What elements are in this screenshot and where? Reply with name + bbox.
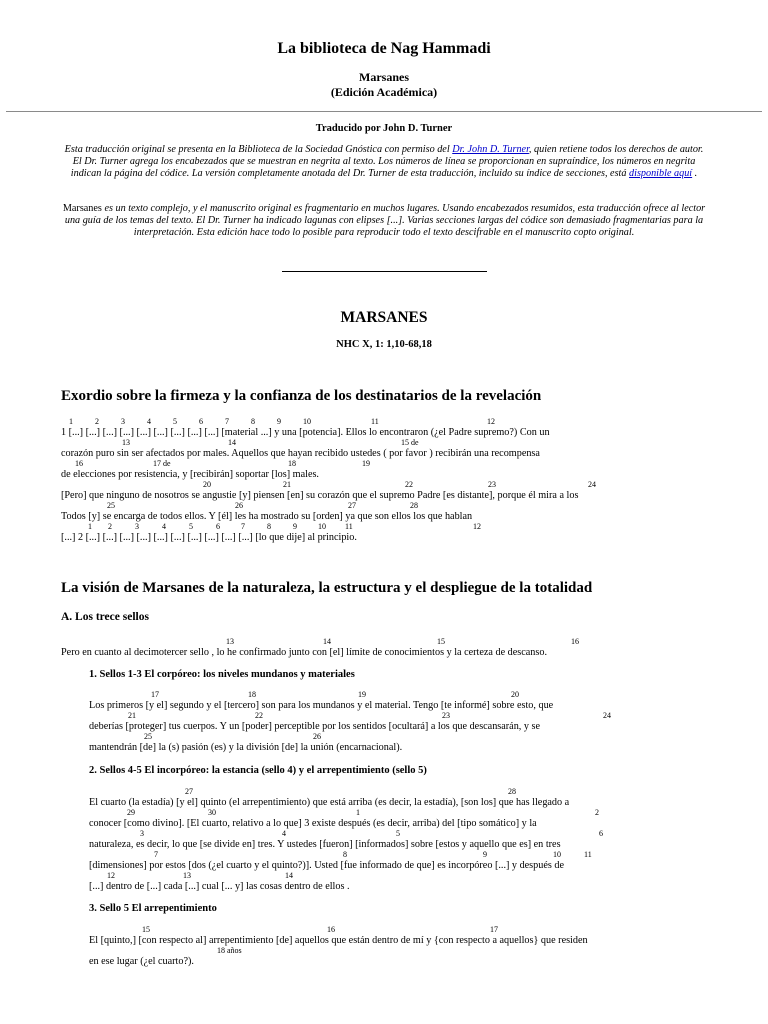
line-number: 29 <box>127 808 135 817</box>
intro-text: Esta traducción original se presenta en la Biblioteca de la Sociedad Gnóstica con permiso del <box>64 144 453 155</box>
text-line: en ese lugar (¿el cuarto?). <box>89 956 194 967</box>
text-line: deberías [proteger] tus cuerpos. Y un [poder] perceptible por los sentidos [ocultará] a los que descansarán, y se <box>89 721 541 732</box>
line-number: 7 <box>225 417 229 426</box>
line-number: 4 <box>147 417 151 426</box>
top-divider <box>6 111 762 112</box>
line-number: 2 <box>595 808 599 817</box>
text-line: Pero en cuanto al decimotercer sello , lo he confirmado junto con [el] límite de conocimientos y la certeza de descanso. <box>61 647 547 658</box>
line-number: 28 <box>508 787 516 796</box>
codex-reference: NHC X, 1: 1,10-68,18 <box>336 339 432 350</box>
text-line: 1 [...] [...] [...] [...] [...] [...] [...] [...] [...] [material ...] y una [potencia]. Ellos lo encontraron (¿el Padre supremo?) Con un <box>61 427 550 438</box>
line-number: 14 <box>228 438 236 447</box>
line-number: 21 <box>283 480 291 489</box>
line-number: 2 <box>95 417 99 426</box>
line-number: 28 <box>410 501 418 510</box>
document-title-main: Marsanes <box>359 70 409 84</box>
line-number: 12 <box>487 417 495 426</box>
line-number: 20 <box>511 690 519 699</box>
line-number: 30 <box>208 808 216 817</box>
line-number: 27 <box>348 501 356 510</box>
line-number: 22 <box>405 480 413 489</box>
line-number: 25 <box>107 501 115 510</box>
intro-text: es un texto complejo, y el manuscrito original es fragmentario en muchos lugares. Usando encabezados resumidos, esta traducción ofrece al lector una guía de los temas del texto. El Dr. Turner ha indicado lagunas con elipses [...]. Varias secciones largas del códice son demasiado fragmentarias para la interpretación. Esta edición hace todo lo posible para reproducir todo el texto descifrable en el manuscrito copto original. <box>64 203 706 238</box>
line-number: 23 <box>488 480 496 489</box>
line-number: 15 <box>437 637 445 646</box>
line-number: 11 <box>345 522 353 531</box>
line-number: 22 <box>255 711 263 720</box>
line-number: 25 <box>144 732 152 741</box>
line-number: 14 <box>323 637 331 646</box>
turner-link[interactable]: Dr. John D. Turner <box>452 144 529 155</box>
line-number: 23 <box>442 711 450 720</box>
line-number: 10 <box>553 850 561 859</box>
line-number: 15 de <box>401 438 419 447</box>
line-number: 1 <box>69 417 73 426</box>
site-title: La biblioteca de Nag Hammadi <box>277 40 491 57</box>
line-number: 13 <box>122 438 130 447</box>
text-line: Los primeros [y el] segundo y el [tercero] son para los mundanos y el material. Tengo [te informé] sobre esto, que <box>89 700 554 711</box>
subsection-heading-seals: A. Los trece sellos <box>61 611 149 623</box>
line-number: 26 <box>313 732 321 741</box>
subsubsection-heading-seal-5: 3. Sello 5 El arrepentimiento <box>89 903 217 914</box>
text-line: El cuarto (la estadía) [y el] quinto (el arrepentimiento) que está arriba (es decir, la estadía), [son los] que has llegado a <box>89 797 570 808</box>
line-number: 17 <box>151 690 159 699</box>
line-number: 5 <box>189 522 193 531</box>
line-number: 9 <box>293 522 297 531</box>
line-number: 17 de <box>153 459 171 468</box>
line-number: 4 <box>282 829 286 838</box>
text-line: [dimensiones] por estos [dos (¿el cuarto y el quinto?)]. Usted [fue informado de que] es incorpóreo [...] y después de <box>89 860 564 871</box>
text-line: [Pero] que ninguno de nosotros se angustie [y] piensen [en] su corazón que el supremo Padre [es distante], porque él mira a los <box>61 490 579 501</box>
line-number: 19 <box>362 459 370 468</box>
line-number: 26 <box>235 501 243 510</box>
line-number: 4 <box>162 522 166 531</box>
line-number: 15 <box>142 925 150 934</box>
line-number: 6 <box>199 417 203 426</box>
line-number: 1 <box>356 808 360 817</box>
line-number: 6 <box>216 522 220 531</box>
line-number: 8 <box>251 417 255 426</box>
line-number: 8 <box>267 522 271 531</box>
line-number: 8 <box>343 850 347 859</box>
text-line: mantendrán [de] la (s) pasión (es) y la división [de] la unión (encarnacional). <box>89 742 403 753</box>
line-number: 17 <box>490 925 498 934</box>
line-number: 10 <box>318 522 326 531</box>
text-line: [...] 2 [...] [...] [...] [...] [...] [...] [...] [...] [...] [...] [lo que dije] al principio. <box>61 532 357 543</box>
line-number: 3 <box>121 417 125 426</box>
line-number: 5 <box>396 829 400 838</box>
line-number: 18 años <box>217 946 242 955</box>
section-divider <box>282 271 487 272</box>
line-number: 18 <box>248 690 256 699</box>
intro-text: , quien retiene todos los derechos de autor. El Dr. Turner agrega los encabezados que se muestran en negrita al texto. Los números de línea se proporcionan en supraíndice, los números en negrita indican la página del códice. La versión completamente anotada del Dr. Turner de esta traducción, incluido su índice de secciones, está <box>70 144 704 179</box>
line-number: 19 <box>358 690 366 699</box>
line-number: 16 <box>571 637 579 646</box>
line-number: 20 <box>203 480 211 489</box>
line-number: 27 <box>185 787 193 796</box>
line-number: 10 <box>303 417 311 426</box>
text-line: [...] dentro de [...] cada [...] cual [... y] las cosas dentro de ellos . <box>89 881 350 892</box>
text-line: Todos [y] se encarga de todos ellos. Y [él] les ha mostrado su [orden] ya que son ellos los que hablan <box>61 511 473 522</box>
line-number: 21 <box>128 711 136 720</box>
text-line: naturaleza, es decir, lo que [se divide en] tres. Y ustedes [fueron] [informados] sobre [estos y aquello que es] en tres <box>89 839 561 850</box>
line-number: 11 <box>371 417 379 426</box>
line-number: 6 <box>599 829 603 838</box>
line-number: 13 <box>226 637 234 646</box>
line-number: 24 <box>603 711 611 720</box>
line-number: 9 <box>277 417 281 426</box>
intro-paragraph-description <box>60 203 708 239</box>
intro-paragraph-permission <box>60 144 708 180</box>
line-number: 16 <box>75 459 83 468</box>
line-number: 16 <box>327 925 335 934</box>
text-line: El [quinto,] [con respecto al] arrepentimiento [de] aquellos que están dentro de mí y {con respecto a aquellos} que residen <box>89 935 588 946</box>
line-number: 7 <box>241 522 245 531</box>
annotated-version-link[interactable]: disponible aquí <box>629 168 693 179</box>
intro-work-name: Marsanes <box>62 203 102 214</box>
subsubsection-heading-seals-4-5: 2. Sellos 4-5 El incorpóreo: la estancia (sello 4) y el arrepentimiento (sello 5) <box>89 765 427 776</box>
line-number: 5 <box>173 417 177 426</box>
intro-text: . <box>692 168 698 179</box>
line-number: 13 <box>183 871 191 880</box>
translator-credit: Traducido por John D. Turner <box>315 123 453 134</box>
text-line: de elecciones por resistencia, y [recibirán] soportar [los] males. <box>61 469 319 480</box>
text-line: corazón puro sin ser afectados por males. Aquellos que hayan recibido ustedes ( por favor ) recibirán una recompensa <box>61 448 540 459</box>
line-number: 12 <box>473 522 481 531</box>
section-heading-exordium: Exordio sobre la firmeza y la confianza de los destinatarios de la revelación <box>61 388 542 404</box>
line-number: 1 <box>88 522 92 531</box>
document-title <box>0 70 768 100</box>
line-number: 24 <box>588 480 596 489</box>
document-title-edition: (Edición Académica) <box>330 85 438 99</box>
line-number: 9 <box>483 850 487 859</box>
line-number: 2 <box>108 522 112 531</box>
line-number: 11 <box>584 850 592 859</box>
main-title: MARSANES <box>340 309 428 326</box>
line-number: 14 <box>285 871 293 880</box>
line-number: 12 <box>107 871 115 880</box>
text-line: conocer [como divino]. [El cuarto, relativo a lo que] 3 existe después (es decir, arriba) del [tipo somático] y la <box>89 818 537 829</box>
line-number: 18 <box>288 459 296 468</box>
line-number: 3 <box>140 829 144 838</box>
line-number: 3 <box>135 522 139 531</box>
subsubsection-heading-seals-1-3: 1. Sellos 1-3 El corpóreo: los niveles mundanos y materiales <box>89 669 355 680</box>
section-heading-vision: La visión de Marsanes de la naturaleza, la estructura y el despliegue de la totalidad <box>61 580 593 596</box>
line-number: 7 <box>154 850 158 859</box>
